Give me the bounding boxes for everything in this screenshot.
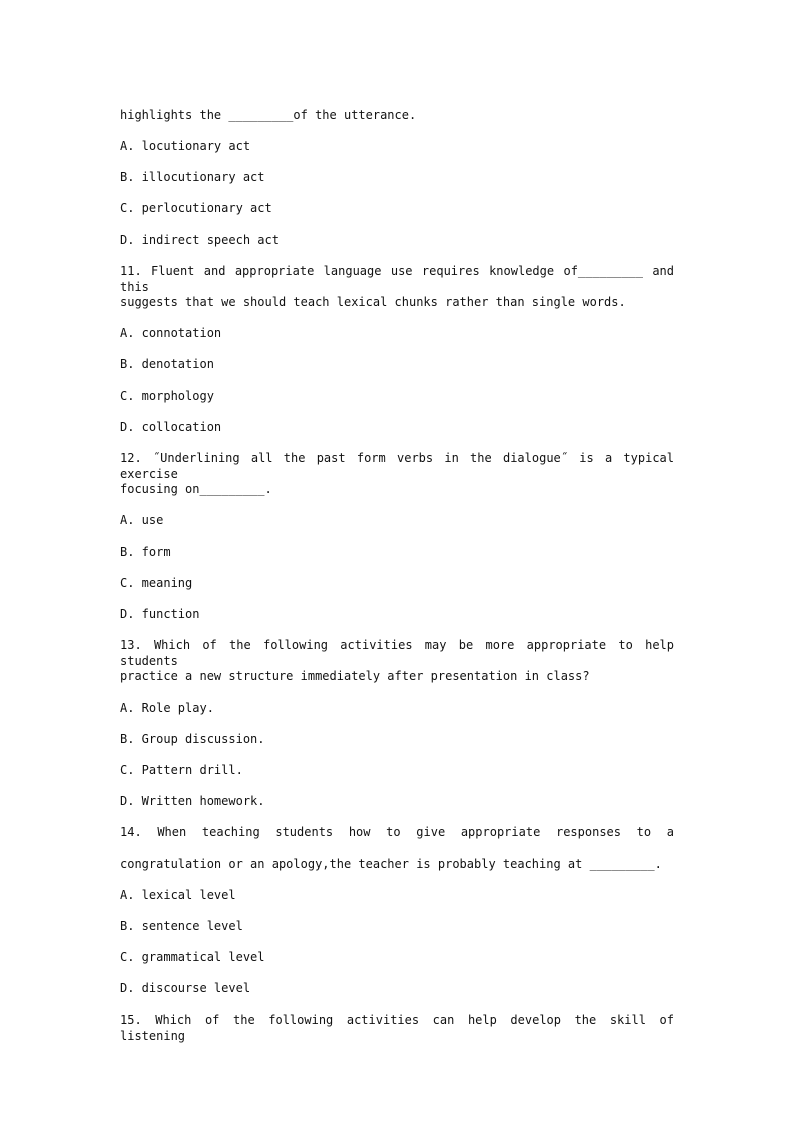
q12-option-b: B. form (120, 545, 171, 559)
q12-option-d: D. function (120, 607, 200, 621)
q14-option-c: C. grammatical level (120, 950, 265, 964)
q14-option-d: D. discourse level (120, 981, 251, 995)
q11-option-d: D. collocation (120, 420, 222, 434)
q12-option-c: C. meaning (120, 576, 193, 590)
question-15-stem-line-1: 15. Which of the following activities can help develop the skill of listening (120, 1013, 674, 1043)
q11-option-b: B. denotation (120, 357, 214, 371)
q13-option-a: A. Role play. (120, 701, 214, 715)
q12-option-a: A. use (120, 513, 164, 527)
q10-option-b: B. illocutionary act (120, 170, 265, 184)
q13-option-b: B. Group discussion. (120, 732, 265, 746)
question-13-stem-line-2: practice a new structure immediately after presentation in class? (120, 669, 590, 683)
question-14-stem-line-1: 14. When teaching students how to give appropriate responses to a (120, 825, 674, 839)
q10-option-d: D. indirect speech act (120, 233, 279, 247)
q14-option-b: B. sentence level (120, 919, 243, 933)
q11-option-c: C. morphology (120, 389, 214, 403)
q10-option-c: C. perlocutionary act (120, 201, 272, 215)
q13-option-c: C. Pattern drill. (120, 763, 243, 777)
q10-option-a: A. locutionary act (120, 139, 251, 153)
q11-option-a: A. connotation (120, 326, 222, 340)
q13-option-d: D. Written homework. (120, 794, 265, 808)
question-14-stem-line-2: congratulation or an apology,the teacher is probably teaching at _________. (120, 857, 662, 871)
q14-option-a: A. lexical level (120, 888, 236, 902)
question-10-stem-continuation: highlights the _________of the utterance. (120, 108, 417, 122)
question-11-stem-line-1: 11. Fluent and appropriate language use requires knowledge of_________ and this (120, 264, 674, 294)
question-13-stem-line-1: 13. Which of the following activities may be more appropriate to help students (120, 638, 674, 668)
question-12-stem-line-1: 12. ˝Underlining all the past form verbs in the dialogue˝ is a typical exercise (120, 451, 674, 481)
question-12-stem-line-2: focusing on_________. (120, 482, 272, 496)
question-11-stem-line-2: suggests that we should teach lexical chunks rather than single words. (120, 295, 626, 309)
